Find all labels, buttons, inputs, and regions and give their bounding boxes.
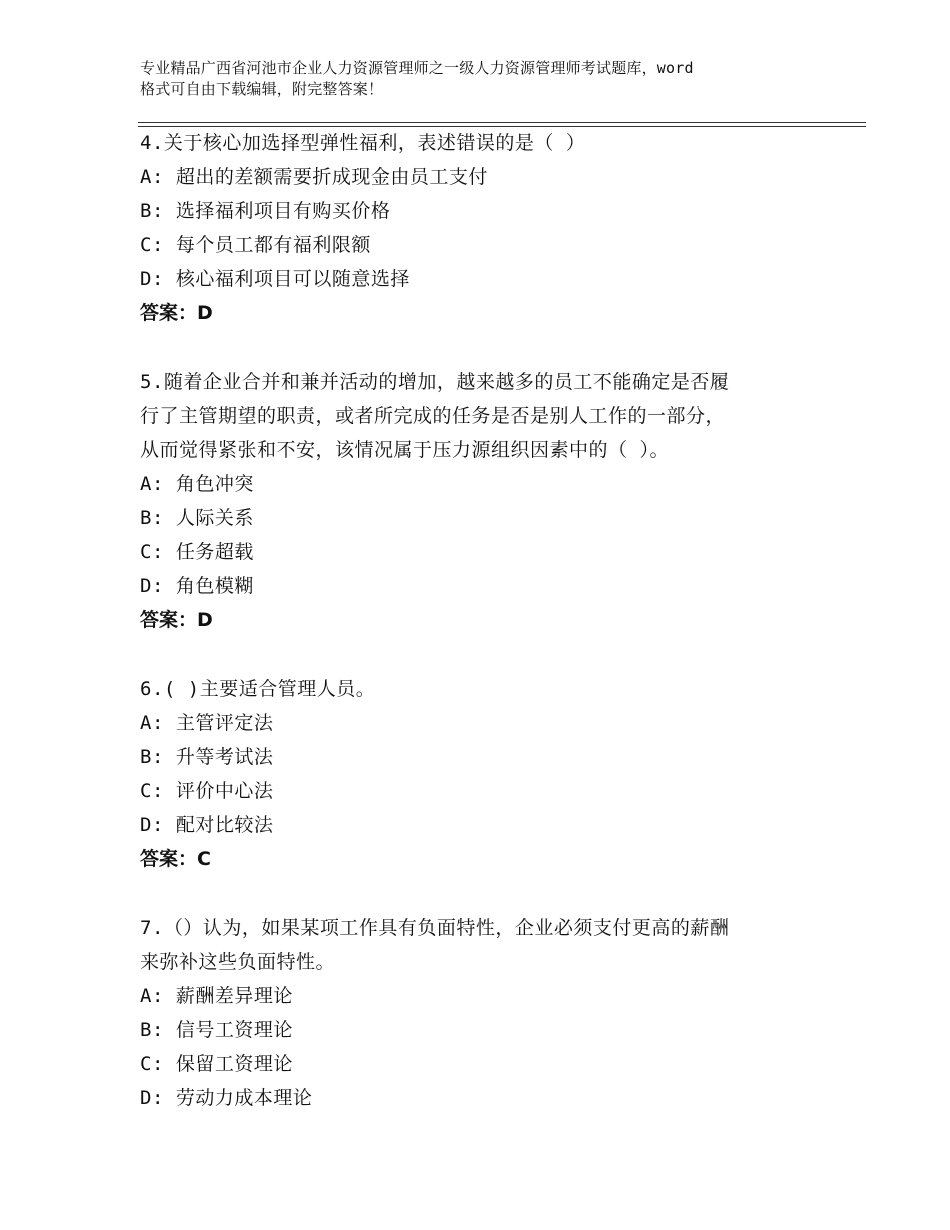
spacer [140, 637, 830, 672]
option-d: D: 劳动力成本理论 [140, 1087, 313, 1109]
option-a: A: 角色冲突 [140, 473, 254, 495]
option-d: D: 配对比较法 [140, 814, 274, 836]
option-c: C: 保留工资理论 [140, 1053, 293, 1075]
option-b: B: 信号工资理论 [140, 1019, 293, 1041]
question-text: 7.（）认为，如果某项工作具有负面特性，企业必须支付更高的薪酬 [140, 917, 730, 939]
question-text: 4.关于核心加选择型弹性福利，表述错误的是（ ） [140, 132, 586, 154]
option-d: D: 核心福利项目可以随意选择 [140, 268, 410, 290]
question-text: 从而觉得紧张和不安，该情况属于压力源组织因素中的（ ）。 [140, 439, 669, 461]
question-6 [140, 672, 830, 876]
option-b: B: 选择福利项目有购买价格 [140, 200, 391, 222]
question-text: 5.随着企业合并和兼并活动的增加，越来越多的员工不能确定是否履 [140, 371, 730, 393]
header-rule-top [138, 122, 866, 123]
header-line-1: 专业精品广西省河池市企业人力资源管理师之一级人力资源管理师考试题库，word [140, 59, 694, 77]
spacer [140, 876, 830, 911]
option-a: A: 主管评定法 [140, 712, 274, 734]
option-c: C: 评价中心法 [140, 780, 274, 802]
option-b: B: 人际关系 [140, 507, 254, 529]
question-text: 行了主管期望的职责，或者所完成的任务是否是别人工作的一部分， [140, 405, 726, 427]
answer: 答案：D [140, 609, 213, 631]
option-a: A: 薪酬差异理论 [140, 985, 293, 1007]
question-text: 来弥补这些负面特性。 [140, 951, 336, 973]
question-7 [140, 911, 830, 1115]
option-b: B: 升等考试法 [140, 746, 274, 768]
document-header [140, 58, 840, 100]
answer: 答案：D [140, 302, 213, 324]
option-a: A: 超出的差额需要折成现金由员工支付 [140, 166, 488, 188]
question-4 [140, 126, 830, 330]
header-line-2: 格式可自由下载编辑，附完整答案！ [140, 80, 384, 98]
answer: 答案：C [140, 848, 211, 870]
option-c: C: 任务超载 [140, 541, 254, 563]
option-c: C: 每个员工都有福利限额 [140, 234, 371, 256]
question-list [140, 126, 830, 1115]
question-text: 6.( )主要适合管理人员。 [140, 678, 376, 700]
option-d: D: 角色模糊 [140, 575, 254, 597]
spacer [140, 330, 830, 365]
question-5 [140, 365, 830, 637]
